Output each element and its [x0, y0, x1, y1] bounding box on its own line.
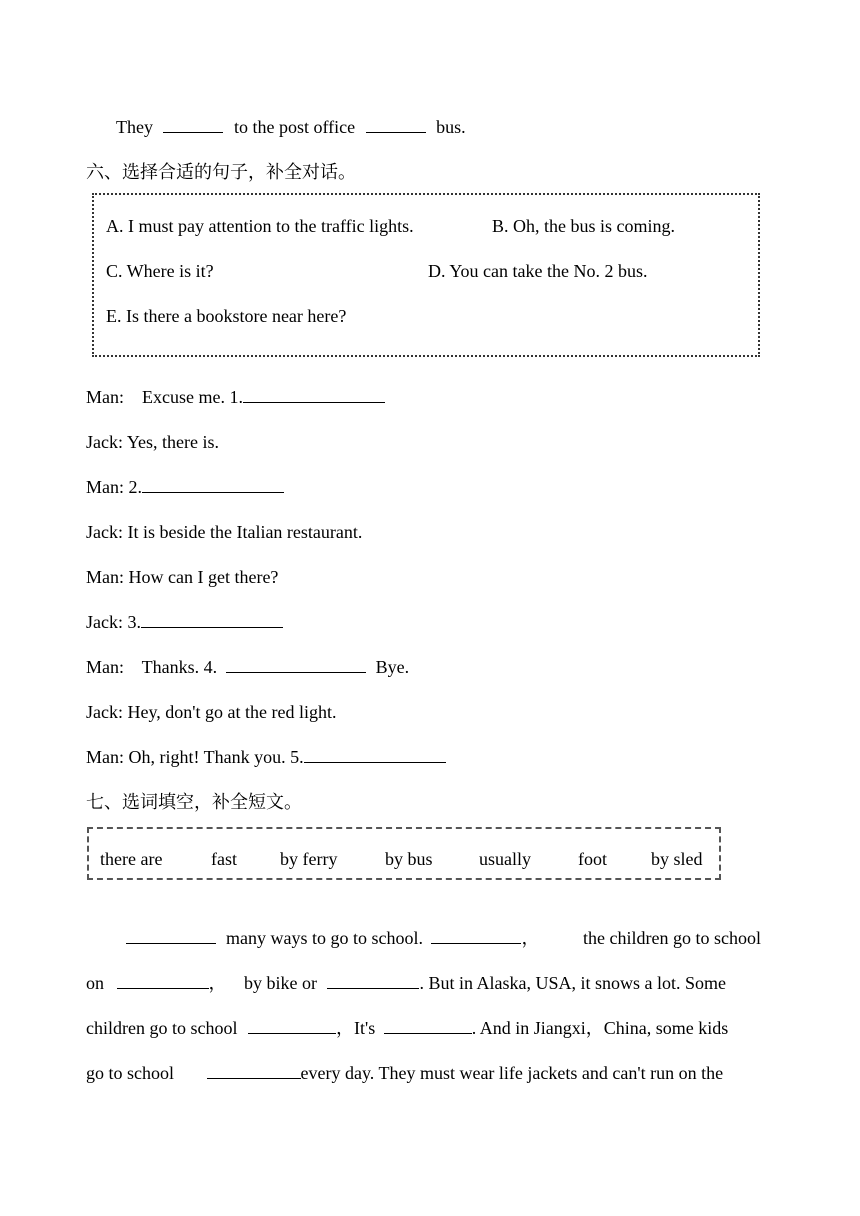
text: ，It's: [335, 1018, 376, 1038]
option-c: C. Where is it?: [106, 261, 214, 281]
blank[interactable]: [117, 972, 209, 989]
blank[interactable]: [366, 116, 426, 133]
dialogue-line-1: [86, 386, 385, 408]
blank[interactable]: [248, 1017, 336, 1034]
blank[interactable]: [327, 972, 419, 989]
passage-line-2: [86, 972, 227, 994]
blank[interactable]: [384, 1017, 472, 1034]
text: . And in Jiangxi，China, some kids: [471, 1018, 729, 1038]
dialogue-line-9: [86, 746, 446, 768]
text: by bike or: [244, 973, 317, 993]
text: ，: [208, 973, 227, 993]
option-a: A. I must pay attention to the traffic lights.: [106, 216, 414, 236]
word-4: by bus: [385, 849, 433, 869]
blank[interactable]: [431, 927, 521, 944]
text: Man: Thanks. 4.: [86, 657, 222, 677]
text: Man: Oh, right! Thank you. 5.: [86, 747, 304, 767]
text: Bye.: [375, 657, 410, 677]
passage-line-4: [86, 1062, 723, 1084]
text: to the post office: [233, 117, 356, 137]
word-2: fast: [211, 849, 237, 869]
text: go to school: [86, 1063, 174, 1083]
word-bank: [87, 827, 721, 880]
section7-heading: 七、选词填空，补全短文。: [86, 792, 302, 812]
text: Man: Excuse me. 1.: [86, 387, 243, 407]
dialogue-line-7: [86, 656, 409, 678]
word-5: usually: [479, 849, 531, 869]
blank-3[interactable]: [141, 611, 283, 628]
passage-line-1b: the children go to school: [583, 928, 761, 948]
passage-line-3: [86, 1017, 728, 1039]
word-1: there are: [100, 849, 163, 869]
text: ，: [521, 928, 540, 948]
option-b: B. Oh, the bus is coming.: [492, 216, 675, 236]
dialogue-line-3: [86, 476, 284, 498]
text: children go to school: [86, 1018, 238, 1038]
dialogue-line-8: Jack: Hey, don't go at the red light.: [86, 702, 337, 722]
options-box: [92, 193, 760, 357]
text: . But in Alaska, USA, it snows a lot. Some: [419, 973, 726, 993]
dialogue-line-4: Jack: It is beside the Italian restaurant.: [86, 522, 363, 542]
top-sentence: [116, 116, 466, 138]
blank-2[interactable]: [142, 476, 284, 493]
blank-4[interactable]: [226, 656, 366, 673]
text: bus.: [436, 117, 466, 137]
blank-5[interactable]: [304, 746, 446, 763]
text: Jack: 3.: [86, 612, 141, 632]
dialogue-line-6: [86, 611, 283, 633]
blank[interactable]: [126, 927, 216, 944]
text: Man: 2.: [86, 477, 142, 497]
text: They: [116, 117, 153, 137]
text: many ways to go to school.: [226, 928, 423, 948]
word-7: by sled: [651, 849, 703, 869]
text: every day. They must wear life jackets and can't run on the: [300, 1063, 724, 1083]
blank[interactable]: [163, 116, 223, 133]
word-3: by ferry: [280, 849, 338, 869]
text: on: [86, 973, 104, 993]
option-e: E. Is there a bookstore near here?: [106, 306, 347, 326]
blank-1[interactable]: [243, 386, 385, 403]
blank[interactable]: [207, 1062, 301, 1079]
word-6: foot: [578, 849, 607, 869]
passage-line-1: [126, 927, 539, 949]
dialogue-line-2: Jack: Yes, there is.: [86, 432, 219, 452]
dialogue-line-5: Man: How can I get there?: [86, 567, 279, 587]
passage-line-2b: [244, 972, 726, 994]
option-d: D. You can take the No. 2 bus.: [428, 261, 648, 281]
section6-heading: 六、选择合适的句子，补全对话。: [86, 162, 356, 182]
